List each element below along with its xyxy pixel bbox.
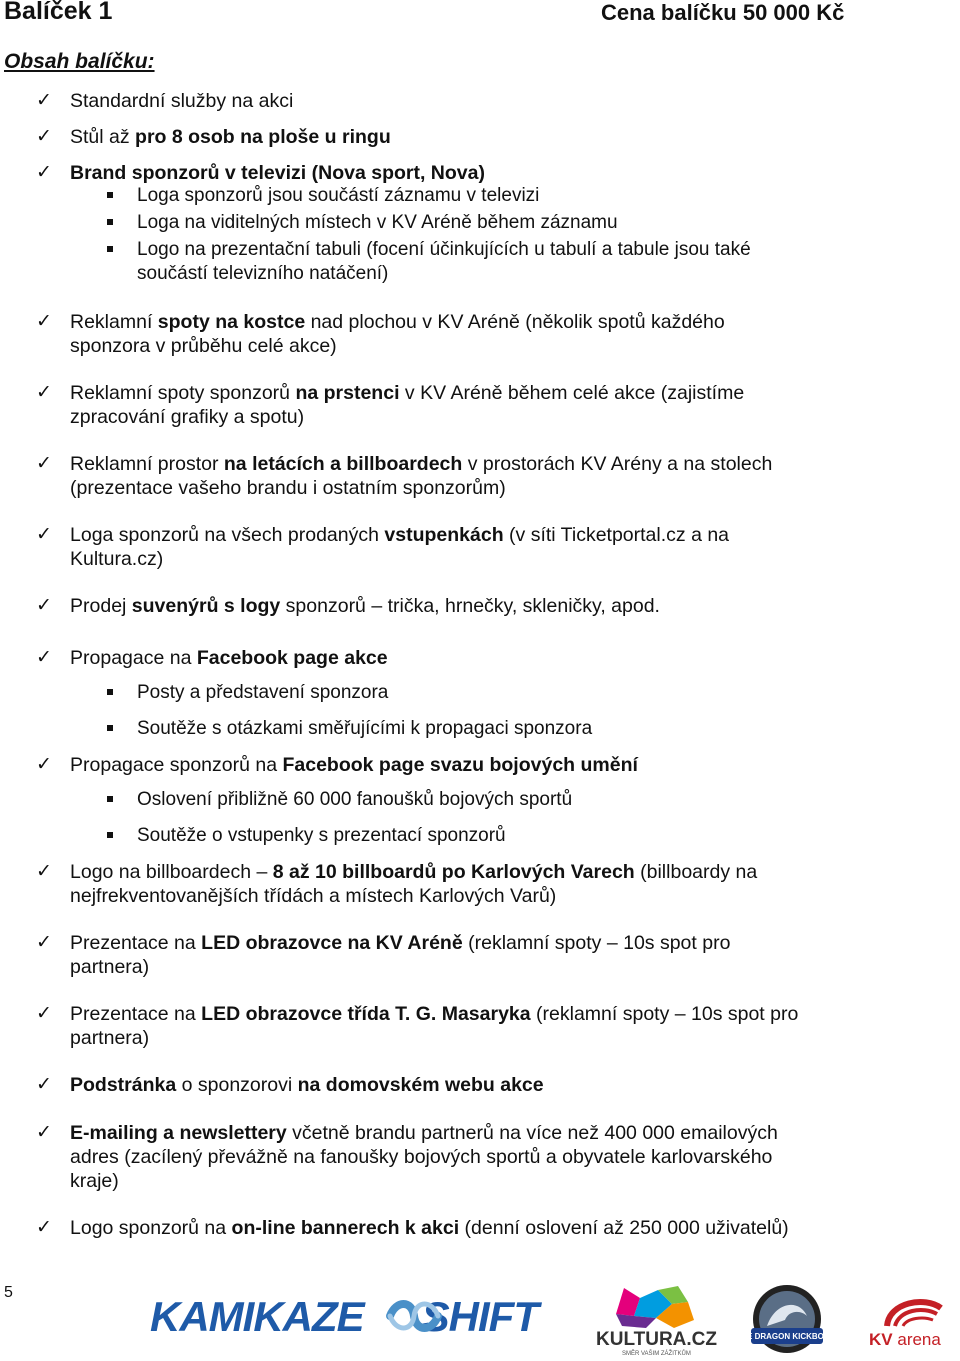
sub-list-item: Soutěže s otázkami směřujícími k propagaci sponzora <box>137 715 837 743</box>
kv-arena-logo: KV arena <box>867 1292 947 1333</box>
list-item: ✓ Prezentace na LED obrazovce na KV Aréně (reklamní spoty – 10s spot pro partnera) <box>36 932 731 978</box>
list-item: ✓ Prodej suvenýrů s logy sponzorů – trička, hrnečky, skleničky, apod. <box>36 595 660 617</box>
check-icon: ✓ <box>36 90 52 111</box>
square-bullet-icon <box>107 192 113 198</box>
check-icon: ✓ <box>36 1122 52 1143</box>
check-icon: ✓ <box>36 754 52 775</box>
list-item: ✓ Stůl až pro 8 osob na ploše u ringu <box>36 126 391 148</box>
kamikaze-swirl-icon <box>386 1296 442 1336</box>
square-bullet-icon <box>107 725 113 731</box>
package-title: Balíček 1 <box>4 0 113 25</box>
list-item: ✓ Podstránka o sponzorovi na domovském webu akce <box>36 1074 544 1096</box>
square-bullet-icon <box>107 246 113 252</box>
svg-text:BLUE DRAGON KICKBOXING: BLUE DRAGON KICKBOXING <box>730 1332 844 1341</box>
sub-list-item: Posty a představení sponzora <box>137 679 837 707</box>
list-item: ✓ Logo sponzorů na on-line bannerech k akci (denní oslovení až 250 000 uživatelů) <box>36 1217 789 1239</box>
check-icon: ✓ <box>36 453 52 474</box>
list-item: ✓ Reklamní prostor na letácích a billboardech v prostorách KV Arény a na stolech (prezentace vašeho brandu i ostatním sponzorům) <box>36 453 773 499</box>
sub-list-item-continuation: součástí televizního natáčení) <box>137 263 389 284</box>
contents-heading: Obsah balíčku: <box>4 50 155 73</box>
sponsor-logos <box>0 1280 960 1359</box>
check-icon: ✓ <box>36 524 52 545</box>
square-bullet-icon <box>107 689 113 695</box>
sub-list-item: Loga sponzorů jsou součástí záznamu v televizi <box>137 182 837 210</box>
kv-arena-arc-icon <box>867 1292 947 1328</box>
sub-list-item: Soutěže o vstupenky s prezentací sponzorů <box>137 822 837 850</box>
check-icon: ✓ <box>36 595 52 616</box>
list-item: ✓ Propagace na Facebook page akce <box>36 647 388 669</box>
check-icon: ✓ <box>36 126 52 147</box>
sub-list-item: Loga na viditelných místech v KV Aréně během záznamu <box>137 209 837 237</box>
list-item: ✓ Standardní služby na akci <box>36 90 294 112</box>
check-icon: ✓ <box>36 1003 52 1024</box>
list-item: ✓ Propagace sponzorů na Facebook page svazu bojových umění <box>36 754 638 776</box>
check-icon: ✓ <box>36 1074 52 1095</box>
square-bullet-icon <box>107 832 113 838</box>
blue-dragon-kickboxing-logo <box>730 1282 844 1361</box>
square-bullet-icon <box>107 796 113 802</box>
dragon-emblem-icon <box>730 1282 844 1356</box>
check-icon: ✓ <box>36 861 52 882</box>
check-icon: ✓ <box>36 311 52 332</box>
check-icon: ✓ <box>36 382 52 403</box>
list-item: ✓ E-mailing a newslettery včetně brandu partnerů na více než 400 000 emailových adres (zacílený převážně na fanoušky bojových sportů a obyvatele karlovarského kraje) <box>36 1122 778 1192</box>
sub-list-item: Oslovení přibližně 60 000 fanoušků bojových sportů <box>137 786 837 814</box>
check-icon: ✓ <box>36 1217 52 1238</box>
list-item: ✓ Prezentace na LED obrazovce třída T. G. Masaryka (reklamní spoty – 10s spot pro partnera) <box>36 1003 799 1049</box>
page-number: 5 <box>4 1284 13 1301</box>
list-item: ✓ Brand sponzorů v televizi (Nova sport, Nova) <box>36 162 485 184</box>
kultura-mark-icon <box>596 1284 720 1332</box>
kamikaze-shift-logo: KAMIKAZE SHIFT <box>150 1293 538 1340</box>
check-icon: ✓ <box>36 647 52 668</box>
list-item: ✓ Logo na billboardech – 8 až 10 billboardů po Karlových Varech (billboardy na nejfrekventovanějších třídách a místech Karlových Varů) <box>36 861 758 907</box>
list-item: ✓ Loga sponzorů na všech prodaných vstupenkách (v síti Ticketportal.cz a na Kultura.cz) <box>36 524 730 570</box>
kultura-logo: KULTURA.CZ SMĚR VAŠIM ZÁŽITKŮM <box>596 1284 720 1359</box>
list-item: ✓ Reklamní spoty sponzorů na prstenci v KV Aréně během celé akce (zajistíme zpracování grafiky a spotu) <box>36 382 745 428</box>
list-item: ✓ Reklamní spoty na kostce nad plochou v KV Aréně (několik spotů každého sponzora v průběhu celé akce) <box>36 311 725 357</box>
check-icon: ✓ <box>36 162 52 183</box>
sub-list-item: Logo na prezentační tabuli (focení účinkujících u tabulí a tabule jsou také <box>137 236 837 264</box>
check-icon: ✓ <box>36 932 52 953</box>
package-price: Cena balíčku 50 000 Kč <box>601 0 845 25</box>
square-bullet-icon <box>107 219 113 225</box>
